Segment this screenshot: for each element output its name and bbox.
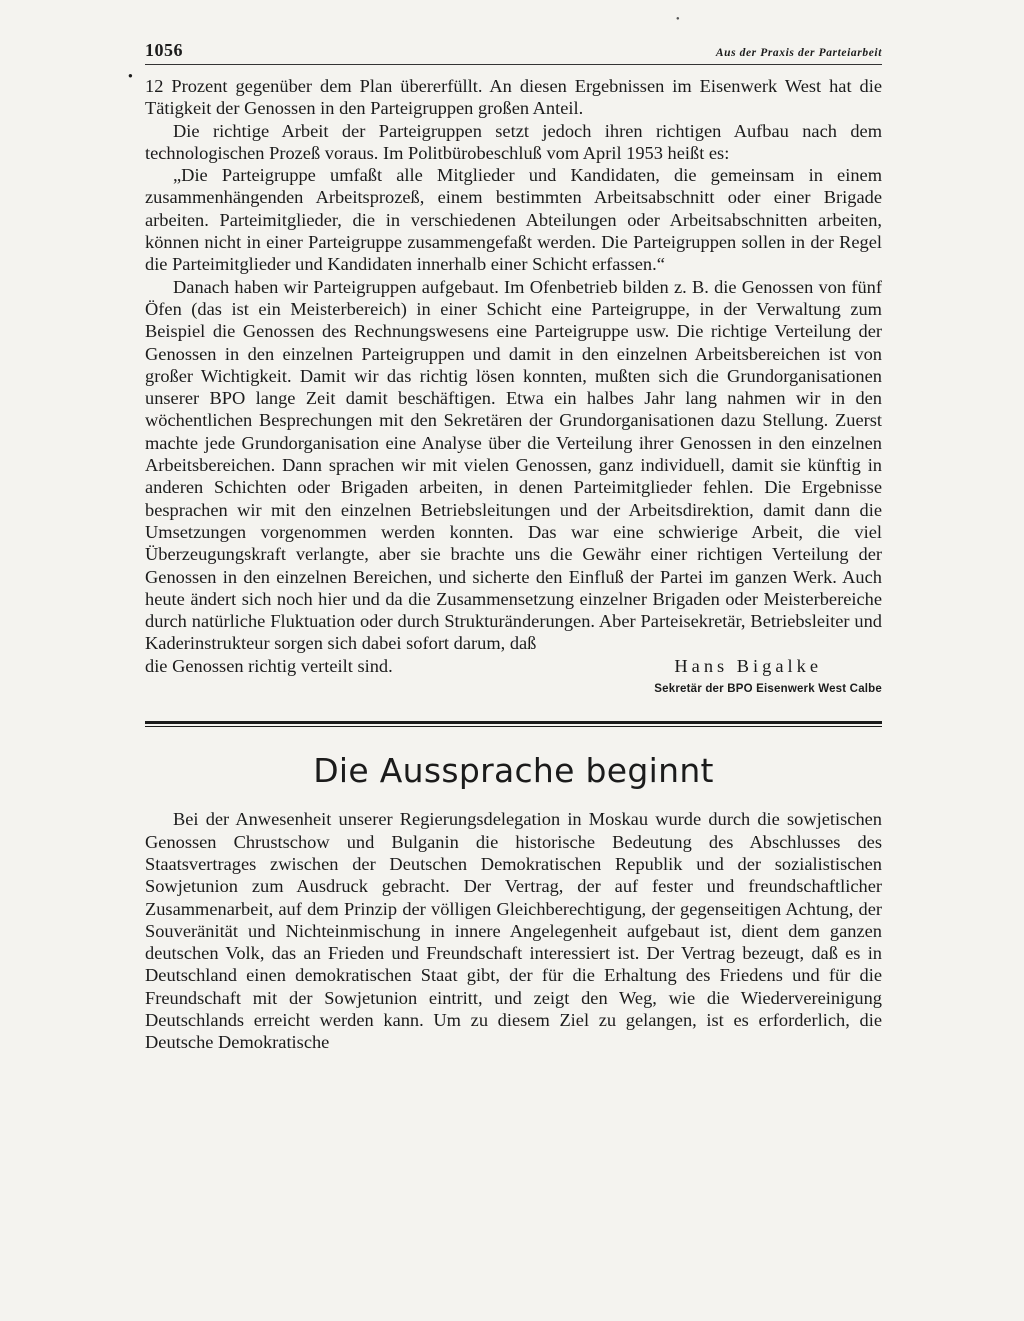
quote: „Die Parteigruppe umfaßt alle Mitglieder und Kandidaten, die gemeinsam in einem zusammenhängenden Arbeitsprozeß, einem bestimmten Arbeitsabschnitt oder einer Brigade arbeiten. Parteimitglieder, die in verschiedenen Abteilungen oder Arbeitsabschnitten arbeiten, können nicht in einer Parteigruppe zusammengefaßt werden. Die Parteigruppen sollen in der Regel die Parteimitglieder und Kandidaten innerhalb einer Schicht erfassen.“	[145, 165, 882, 275]
bullet-mark: ●	[128, 71, 133, 80]
page-header	[145, 40, 882, 65]
article-title: Die Aussprache beginnt	[313, 751, 714, 791]
paragraph: Bei der Anwesenheit unserer Regierungsdelegation in Moskau wurde durch die sowjetischen Genossen Chrustschow und Bulganin die historische Bedeutung des Abschlusses des Staatsvertrages zwischen der Deutschen Demokratischen Republik und der sozialistischen Sowjetunion zum Ausdruck gebracht. Der Vertrag, der auf fester und freundschaftlicher Zusammenarbeit, auf dem Prinzip der völligen Gleichberechtigung, der gegenseitigen Achtung, der Souveränität und Nichteinmischung in innere Angelegenheit aufgebaut ist, dient dem ganzen deutschen Volk, das an Frieden und Freundschaft interessiert ist. Der Vertrag bezeugt, daß es in Deutschland einen demokratischen Staat gibt, der für die Erhaltung des Friedens und für die Freundschaft mit der Sowjetunion eintritt, und zeigt den Weg, wie die Wiedervereinigung Deutschlands erreicht werden kann. Um zu diesem Ziel zu gelangen, ist es erforderlich, die Deutsche Demokratische	[145, 809, 882, 1053]
signature-row	[145, 655, 882, 677]
last-line: die Genossen richtig verteilt sind.	[145, 655, 393, 676]
paragraph: Die richtige Arbeit der Parteigruppen setzt jedoch ihren richtigen Aufbau nach dem technologischen Prozeß voraus. Im Politbürobeschluß vom April 1953 heißt es:	[145, 120, 882, 163]
article2-body	[145, 808, 882, 1053]
paragraph: 12 Prozent gegenüber dem Plan übererfüllt. An diesen Ergebnissen im Eisenwerk West hat die Tätigkeit der Genossen in den Parteigruppen großen Anteil.	[145, 76, 882, 119]
paragraph: Danach haben wir Parteigruppen aufgebaut. Im Ofenbetrieb bilden z. B. die Genossen von fünf Öfen (das ist ein Meisterbereich) in einer Schicht eine Parteigruppe, in der Verwaltung zum Beispiel die Genossen des Rechnungswesens eine Parteigruppe usw. Die richtige Verteilung der Genossen in den einzelnen Parteigruppen und damit in den einzelnen Arbeitsbereichen ist von großer Wichtigkeit. Damit wir das richtig lösen konnten, mußten sich die Grundorganisationen unserer BPO lange Zeit damit beschäftigen. Etwa ein halbes Jahr lang nahmen wir in den wöchentlichen Besprechungen mit den Sekretären der Grundorganisationen dazu Stellung. Zuerst machte jede Grundorganisation eine Analyse über die Verteilung ihrer Genossen in den einzelnen Arbeitsbereichen. Dann sprachen wir mit vielen Genossen, ganz individuell, damit sie künftig in anderen Schichten oder Brigaden arbeiten, in denen Parteimitglieder fehlen. Die Ergebnisse besprachen wir mit den einzelnen Betriebsleitungen und der Arbeitsdirektion, damit dann die Umsetzungen vorgenommen werden konnten. Das war eine schwierige Arbeit, die viel Überzeugungskraft verlangte, aber sie brachte uns die Gewähr einer richtigen Verteilung der Genossen in den einzelnen Bereichen, und sicherte den Einfluß der Partei im ganzen Werk. Auch heute ändert sich noch hier und da die Zusammensetzung einzelner Brigaden oder Meisterbereiche durch natürliche Fluktuation oder durch Strukturänderungen. Aber Parteisekretär, Betriebsleiter und Kaderinstrukteur sorgen sich dabei sofort darum, daß	[145, 276, 882, 654]
author-name: Hans Bigalke	[674, 655, 822, 676]
page	[145, 40, 882, 1054]
author-role: Sekretär der BPO Eisenwerk West Calbe	[654, 683, 882, 696]
article-body	[145, 75, 882, 700]
section-divider	[145, 721, 882, 727]
speck: ●	[676, 16, 680, 22]
page-number: 1056	[145, 40, 183, 60]
running-head: Aus der Praxis der Parteiarbeit	[715, 47, 882, 59]
